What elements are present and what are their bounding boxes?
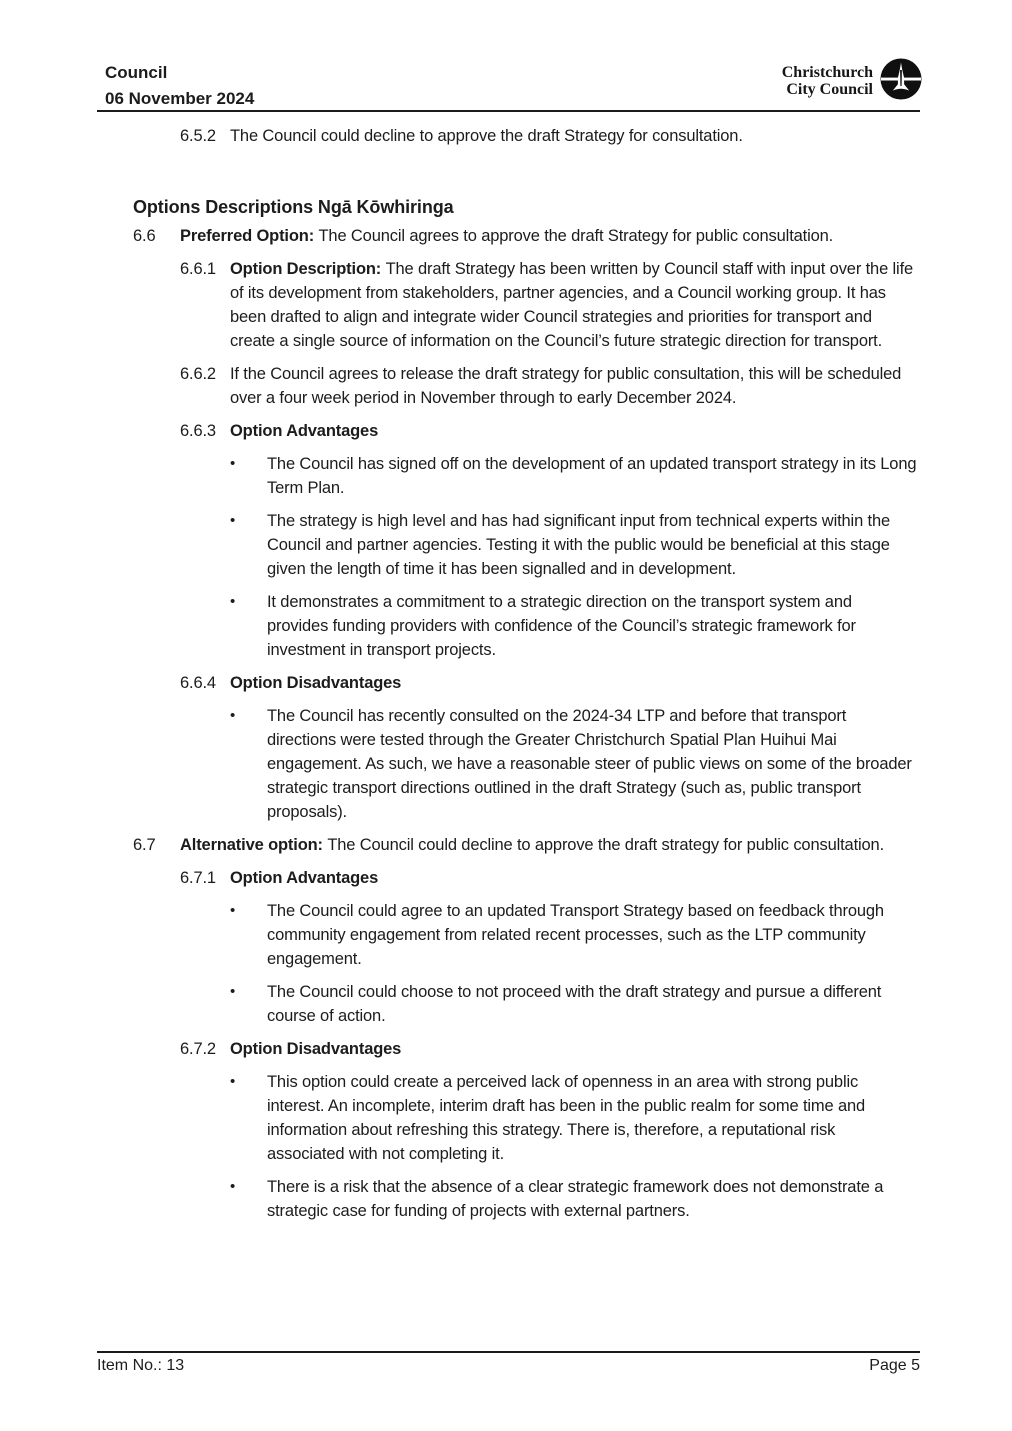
logo-wordmark [782, 65, 873, 98]
paragraph-text [267, 452, 917, 500]
bullet-item [97, 1070, 917, 1166]
paragraph-text [267, 509, 917, 581]
bullet-item [97, 1175, 917, 1223]
paragraph-text [267, 1175, 917, 1223]
paragraph-text [267, 704, 917, 824]
paragraph-text [230, 866, 917, 890]
paragraph-body: This option could create a perceived lack of openness in an area with strong public interest. An incomplete, interim draft has been in the public realm for some time and information about refreshing this strategy. There is, therefore, a reputational risk associated with not completing it. [267, 1073, 866, 1163]
paragraph-body: The Council could agree to an updated Transport Strategy based on feedback through community engagement from related recent processes, such as the LTP community engagement. [267, 902, 884, 968]
numbered-paragraph [97, 257, 917, 353]
bullet-marker: • [230, 512, 236, 529]
footer-page-number: Page 5 [869, 1357, 920, 1374]
paragraph-body: The Council has recently consulted on the 2024-34 LTP and before that transport directions were tested through the Greater Christchurch Spatial Plan Huihui Mai engagement. As such, we have a reasonable steer of public views on some of the broader strategic transport directions outlined in the draft Strategy (such as, public transport proposals). [267, 707, 912, 821]
paragraph-body: There is a risk that the absence of a clear strategic framework does not demonstrate a strategic case for funding of projects with external partners. [267, 1178, 884, 1220]
paragraph-text [230, 362, 917, 410]
paragraph-text [267, 1070, 917, 1166]
header-divider [97, 110, 920, 112]
paragraph-body: The draft Strategy has been written by Council staff with input over the life of its development from stakeholders, partner agencies, and a Council working group. It has been drafted to align and integrate wider Council strategies and priorities for transport and create a single source of information on the Council’s future strategic direction for transport. [230, 260, 914, 350]
paragraph-bold-lead: Option Advantages [230, 869, 379, 887]
paragraph-text [180, 833, 917, 857]
bullet-item [97, 980, 917, 1028]
paragraph-text [267, 980, 917, 1028]
bullet-marker: • [230, 1178, 236, 1195]
paragraph-body: The Council could decline to approve the draft strategy for public consultation. [327, 836, 885, 854]
section-heading: Options Descriptions Ngā Kōwhiringa [133, 197, 454, 217]
paragraph-body: The strategy is high level and has had significant input from technical experts within the Council and partner agencies. Testing it with the public would be beneficial at this stage given the length of time it has been signalled and in development. [267, 512, 891, 578]
page-header-left [105, 60, 254, 112]
bullet-marker: • [230, 983, 236, 1000]
section-number: 6.6.3 [180, 422, 216, 440]
meeting-title: Council [105, 63, 168, 82]
section-number: 6.6.2 [180, 365, 216, 383]
paragraph-body: The Council could decline to approve the draft Strategy for consultation. [230, 127, 743, 145]
paragraph-text [180, 224, 917, 248]
paragraph-bold-lead: Alternative option: [180, 836, 328, 854]
paragraph-body: It demonstrates a commitment to a strategic direction on the transport system and provides funding providers with confidence of the Council’s strategic framework for investment in transport projects. [267, 593, 856, 659]
paragraph-text [230, 671, 917, 695]
bullet-marker: • [230, 593, 236, 610]
bullet-marker: • [230, 707, 236, 724]
bullet-item [97, 590, 917, 662]
numbered-paragraph [97, 671, 917, 695]
paragraph-body: The Council agrees to approve the draft Strategy for public consultation. [318, 227, 834, 245]
cathedral-circle-icon [880, 58, 922, 105]
paragraph-bold-lead: Option Disadvantages [230, 1040, 402, 1058]
paragraph-bold-lead: Preferred Option: [180, 227, 319, 245]
christchurch-city-council-logo [782, 58, 922, 105]
bullet-item [97, 509, 917, 581]
bullet-marker: • [230, 455, 236, 472]
section-number: 6.5.2 [180, 127, 216, 145]
section-number: 6.7.2 [180, 1040, 216, 1058]
paragraph-text [230, 1037, 917, 1061]
meeting-date: 06 November 2024 [105, 89, 255, 108]
section-number: 6.6.1 [180, 260, 216, 278]
section-number: 6.7 [133, 836, 156, 854]
paragraph-bold-lead: Option Description: [230, 260, 386, 278]
paragraph-text [267, 590, 917, 662]
section-number: 6.7.1 [180, 869, 216, 887]
document-content [97, 124, 917, 1232]
numbered-paragraph [97, 124, 917, 148]
paragraph-body: The Council has signed off on the development of an updated transport strategy in its Long Term Plan. [267, 455, 917, 497]
numbered-paragraph [97, 362, 917, 410]
paragraph-text [230, 124, 917, 148]
paragraph-text [230, 419, 917, 443]
bullet-item [97, 899, 917, 971]
section-number: 6.6 [133, 227, 156, 245]
paragraph-text [230, 257, 917, 353]
numbered-paragraph [97, 866, 917, 890]
numbered-paragraph [97, 224, 917, 248]
bullet-item [97, 704, 917, 824]
paragraph-bold-lead: Option Disadvantages [230, 674, 402, 692]
page-footer [97, 1356, 920, 1376]
paragraph-body: The Council could choose to not proceed with the draft strategy and pursue a different course of action. [267, 983, 882, 1025]
logo-line1: Christchurch [781, 63, 873, 81]
paragraph-text [267, 899, 917, 971]
paragraph-bold-lead: Option Advantages [230, 422, 379, 440]
bullet-marker: • [230, 1073, 236, 1090]
footer-divider [97, 1351, 920, 1353]
numbered-paragraph [97, 833, 917, 857]
footer-item-number: Item No.: 13 [97, 1357, 185, 1374]
logo-line2: City Council [786, 80, 873, 98]
bullet-marker: • [230, 902, 236, 919]
numbered-paragraph [97, 1037, 917, 1061]
numbered-paragraph [97, 419, 917, 443]
section-number: 6.6.4 [180, 674, 216, 692]
paragraph-body: If the Council agrees to release the draft strategy for public consultation, this will be scheduled over a four week period in November through to early December 2024. [230, 365, 902, 407]
bullet-item [97, 452, 917, 500]
